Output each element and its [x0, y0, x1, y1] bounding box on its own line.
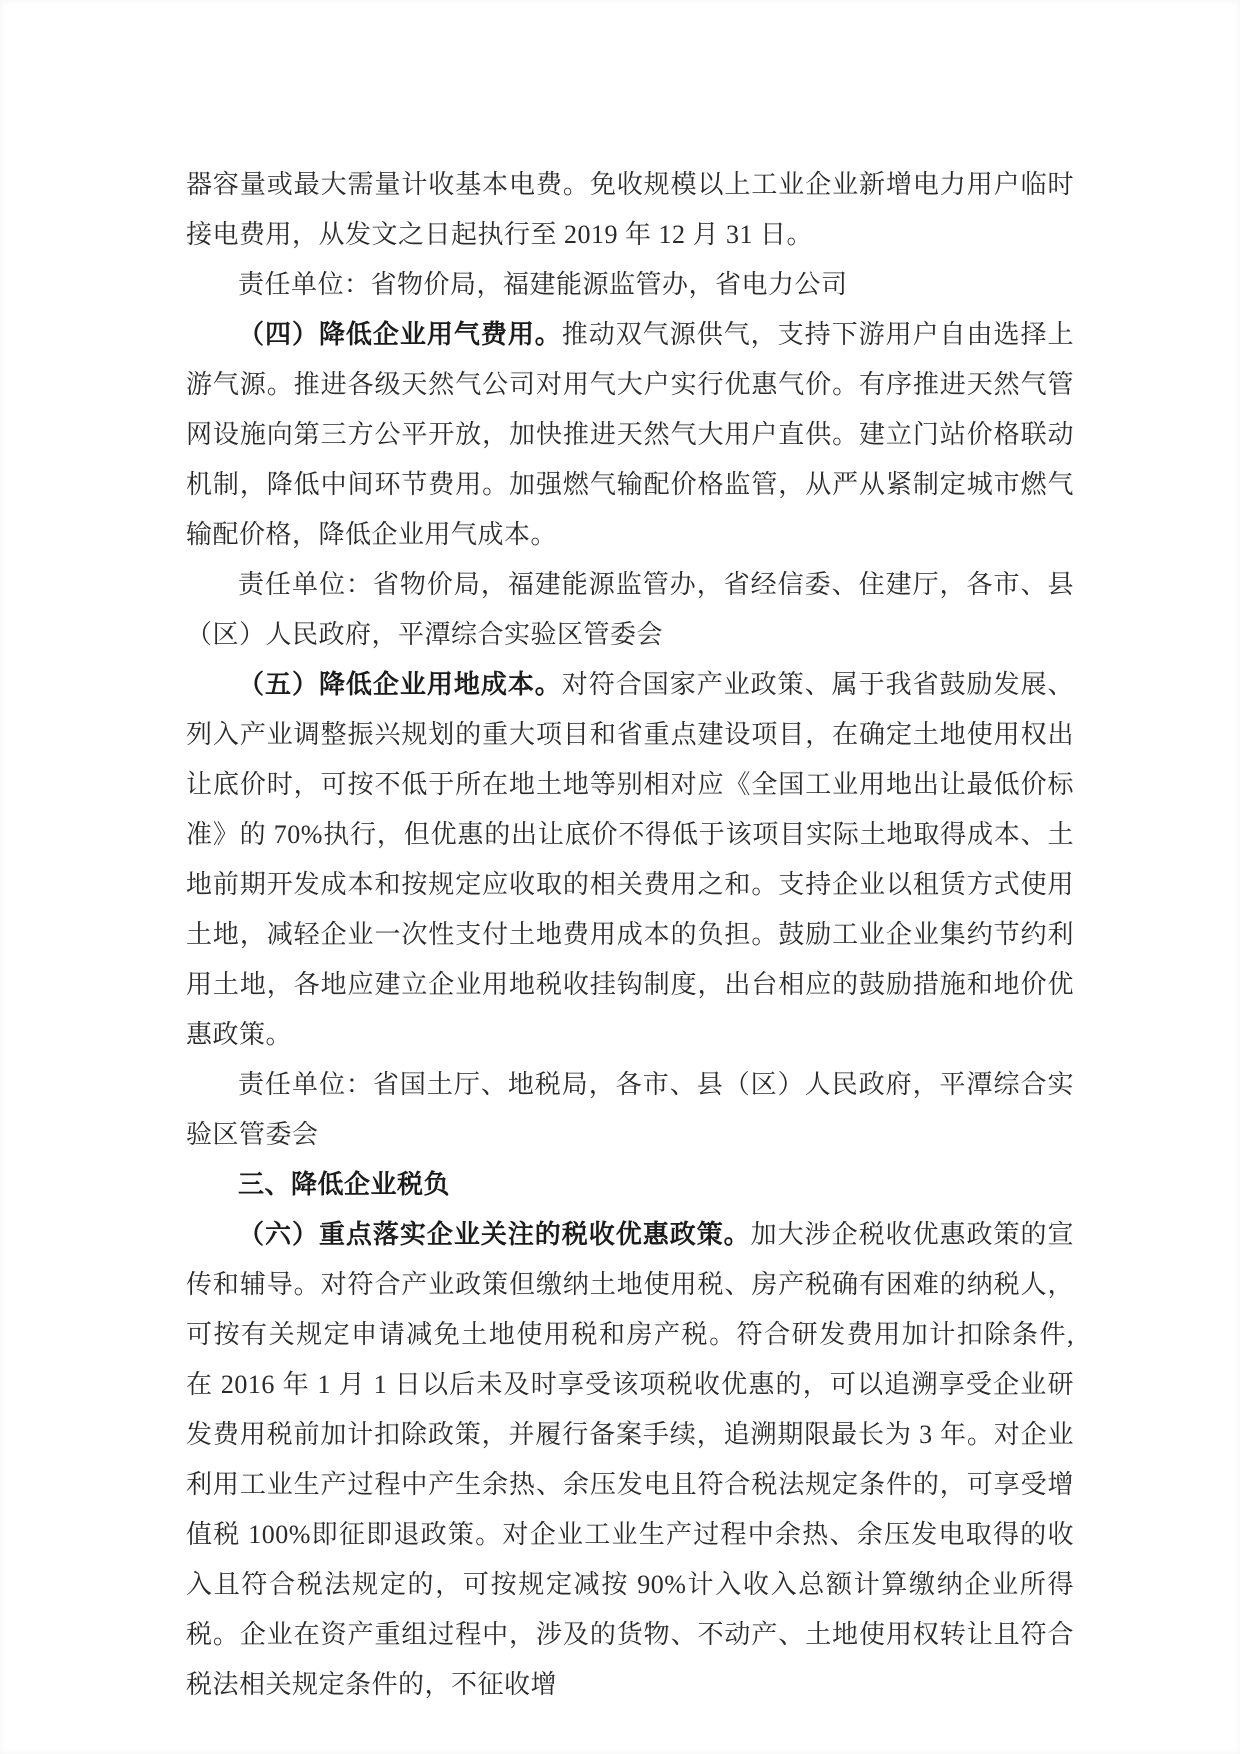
document-text-block — [186, 160, 1074, 1710]
section-5-heading: （五）降低企业用地成本。 — [238, 670, 562, 699]
responsible-unit-line-land — [186, 1060, 1074, 1160]
paragraph-text: 对符合国家产业政策、属于我省鼓励发展、列入产业调整振兴规划的重大项目和省重点建设项目，在确定土地使用权出让底价时，可按不低于所在地土地等别相对应《全国工业用地出让最低价标准》的 70%执行，但优惠的出让底价不得低于该项目实际土地取得成本、土地前期开发成本和按规定应收取的相关费用之和。支持企业以租赁方式使用土地，减轻企业一次性支付土地费用成本的负担。鼓励工业企业集约节约利用土地，各地应建立企业用地税收挂钩制度，出台相应的鼓励措施和地价优惠政策。 — [186, 670, 1074, 1049]
chapter-heading-text: 三、降低企业税负 — [238, 1170, 451, 1199]
section-4-gas-cost-paragraph — [186, 310, 1074, 560]
section-4-heading: （四）降低企业用气费用。 — [238, 320, 562, 349]
paragraph-text: 责任单位：省物价局，福建能源监管办，省电力公司 — [238, 270, 848, 299]
chapter-3-tax-heading — [186, 1160, 1074, 1210]
paragraph-text: 器容量或最大需量计收基本电费。免收规模以上工业企业新增电力用户临时接电费用，从发文之日起执行至 2019 年 12 月 31 日。 — [186, 170, 1074, 249]
section-6-heading: （六）重点落实企业关注的税收优惠政策。 — [238, 1220, 751, 1249]
section-5-land-cost-paragraph — [186, 660, 1074, 1060]
paragraph-text: 责任单位：省物价局，福建能源监管办，省经信委、住建厅，各市、县（区）人民政府，平潭综合实验区管委会 — [186, 570, 1074, 649]
paragraph-continuation — [186, 160, 1074, 260]
paragraph-text: 责任单位：省国土厅、地税局，各市、县（区）人民政府，平潭综合实验区管委会 — [186, 1070, 1074, 1149]
paragraph-text: 加大涉企税收优惠政策的宣传和辅导。对符合产业政策但缴纳土地使用税、房产税确有困难的纳税人，可按有关规定申请减免土地使用税和房产税。符合研发费用加计扣除条件, 在 2016 年 1 月 1 日以后未及时享受该项税收优惠的，可以追溯享受企业研发费用税前加计扣除政策，并履行备案手续，追溯期限最长为 3 年。对企业利用工业生产过程中产生余热、余压发电且符合税法规定条件的，可享受增值税 100%即征即退政策。对企业工业生产过程中余热、余压发电取得的收入且符合税法规定的，可按规定减按 90%计入收入总额计算缴纳企业所得税。企业在资产重组过程中，涉及的货物、不动产、土地使用权转让且符合税法相关规定条件的，不征收增 — [186, 1220, 1074, 1699]
responsible-unit-line-electricity — [186, 260, 1074, 310]
responsible-unit-line-gas — [186, 560, 1074, 660]
section-6-tax-policy-paragraph — [186, 1210, 1074, 1710]
paragraph-text: 推动双气源供气，支持下游用户自由选择上游气源。推进各级天然气公司对用气大户实行优惠气价。有序推进天然气管网设施向第三方公平开放，加快推进天然气大用户直供。建立门站价格联动机制，降低中间环节费用。加强燃气输配价格监管，从严从紧制定城市燃气输配价格，降低企业用气成本。 — [186, 320, 1074, 549]
